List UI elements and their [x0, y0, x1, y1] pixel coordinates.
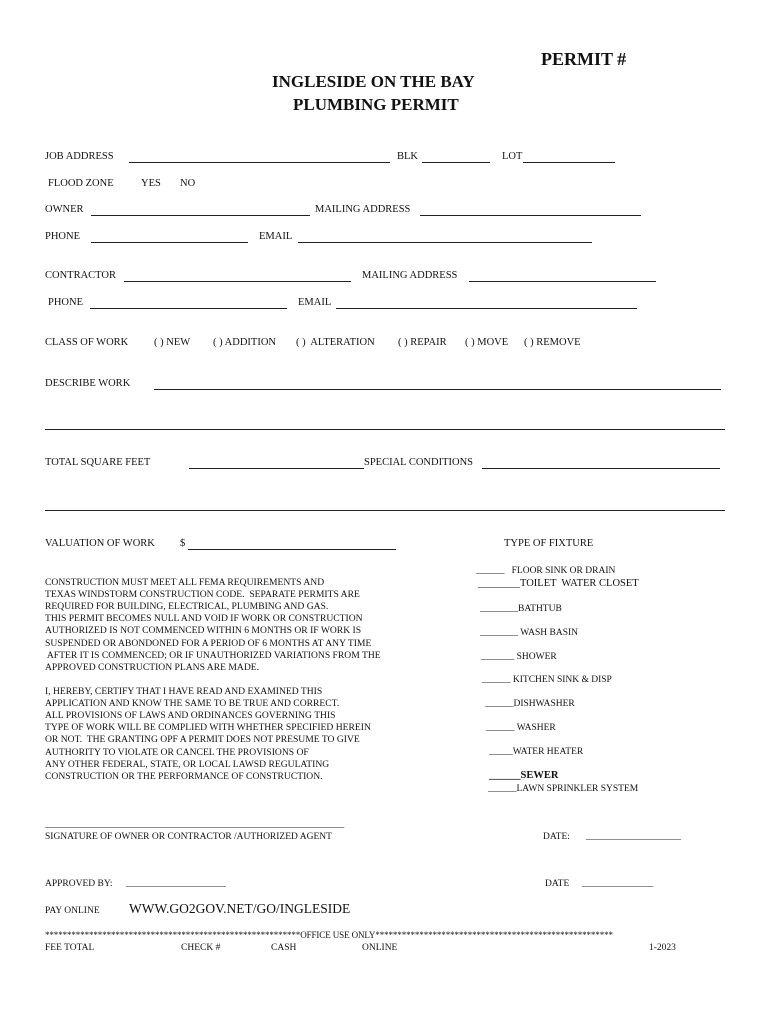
contractor-phone-field[interactable]: [90, 308, 287, 309]
notice-line: AFTER IT IS COMMENCED; OR IF UNAUTHORIZED VARIATIONS FROM THE: [45, 649, 381, 661]
fixture-label: LAWN SPRINKLER SYSTEM: [516, 784, 639, 794]
class-option-repair[interactable]: ( ) REPAIR: [398, 337, 447, 348]
flood-zone-label: FLOOD ZONE: [48, 178, 114, 189]
fixture-label: WATER HEATER: [512, 747, 584, 757]
contractor-field[interactable]: [124, 281, 351, 282]
fixture-blank[interactable]: ________: [478, 578, 520, 589]
fixture-item-water-heater[interactable]: [489, 746, 583, 758]
owner-email-label: EMAIL: [259, 231, 293, 242]
total-sqft-label: TOTAL SQUARE FEET: [45, 457, 151, 468]
fixture-blank[interactable]: ________: [480, 628, 518, 638]
fixture-item-shower[interactable]: [481, 651, 557, 663]
fixture-label: WASH BASIN: [518, 628, 579, 638]
blk-field[interactable]: [422, 162, 490, 163]
fixture-label: FLOOR SINK OR DRAIN: [511, 566, 616, 576]
class-option-remove[interactable]: ( ) REMOVE: [524, 337, 581, 348]
fixture-label: BATHTUB: [518, 604, 562, 614]
owner-phone-label: PHONE: [45, 231, 81, 242]
fixture-label: KITCHEN SINK & DISP: [510, 675, 612, 685]
fixture-item-sewer[interactable]: [489, 770, 558, 781]
valuation-field[interactable]: [188, 549, 396, 550]
owner-email-field[interactable]: [298, 242, 592, 243]
certify-line: OR NOT. THE GRANTING OPF A PERMIT DOES NOT PRESUME TO GIVE: [45, 734, 360, 746]
certify-line: AUTHORITY TO VIOLATE OR CANCEL THE PROVISIONS OF: [45, 746, 309, 758]
permit-number-label: PERMIT #: [541, 49, 627, 69]
owner-field[interactable]: [91, 215, 310, 216]
notice-line: APPROVED CONSTRUCTION PLANS ARE MADE.: [45, 661, 260, 673]
signature-line[interactable]: _______________________________________________________________: [45, 820, 345, 830]
lot-label: LOT: [502, 151, 523, 162]
fixture-heading: TYPE OF FIXTURE: [504, 538, 594, 549]
form-subtitle: PLUMBING PERMIT: [293, 95, 459, 114]
fee-total-label: FEE TOTAL: [45, 943, 95, 953]
blk-label: BLK: [397, 151, 418, 162]
valuation-label: VALUATION OF WORK: [45, 538, 155, 549]
signature-label: SIGNATURE OF OWNER OR CONTRACTOR /AUTHORIZED AGENT: [45, 832, 332, 842]
job-address-field[interactable]: [129, 162, 390, 163]
contractor-email-label: EMAIL: [298, 297, 332, 308]
special-conditions-field[interactable]: [482, 468, 720, 469]
fixture-label: DISHWASHER: [513, 699, 575, 709]
owner-mailing-field[interactable]: [420, 215, 641, 216]
online-label: ONLINE: [362, 943, 398, 953]
approved-by-label: APPROVED BY:: [45, 879, 113, 889]
special-conditions-field-line2[interactable]: [45, 510, 725, 511]
form-code: 1-2023: [649, 943, 676, 953]
pay-online-url[interactable]: WWW.GO2GOV.NET/GO/INGLESIDE: [129, 901, 351, 916]
contractor-label: CONTRACTOR: [45, 270, 116, 281]
fixture-item-lawn-sprinkler[interactable]: [488, 783, 638, 795]
describe-work-field-line2[interactable]: [45, 429, 725, 430]
class-option-move[interactable]: ( ) MOVE: [465, 337, 509, 348]
certify-line: TYPE OF WORK WILL BE COMPLIED WITH WHETHER SPECIFIED HEREIN: [45, 722, 371, 734]
owner-mailing-label: MAILING ADDRESS: [315, 204, 411, 215]
signature-date-label: DATE:: [543, 832, 570, 842]
describe-work-field[interactable]: [154, 389, 721, 390]
fixture-label: SHOWER: [514, 652, 557, 662]
contractor-mailing-field[interactable]: [469, 281, 656, 282]
certify-line: ANY OTHER FEDERAL, STATE, OR LOCAL LAWSD REGULATING: [45, 758, 330, 770]
fixture-item-wash-basin[interactable]: [480, 627, 578, 639]
lot-field[interactable]: [523, 162, 615, 163]
notice-line: AUTHORIZED IS NOT COMMENCED WITHIN 6 MONTHS OR IF WORK IS: [45, 625, 362, 637]
certify-line: CONSTRUCTION OR THE PERFORMANCE OF CONSTRUCTION.: [45, 770, 323, 782]
fixture-item-dishwasher[interactable]: [485, 698, 575, 710]
notice-line: REQUIRED FOR BUILDING, ELECTRICAL, PLUMBING AND GAS.: [45, 601, 329, 613]
fixture-item-floor-sink[interactable]: [476, 565, 615, 577]
fixture-blank[interactable]: _____: [489, 747, 513, 757]
fixture-item-bathtub[interactable]: [480, 603, 562, 615]
approved-date-field[interactable]: _______________: [582, 879, 654, 889]
class-option-new[interactable]: ( ) NEW: [154, 337, 191, 348]
certify-paragraph: [45, 674, 371, 795]
fixture-blank[interactable]: ______: [489, 770, 521, 781]
contractor-mailing-label: MAILING ADDRESS: [362, 270, 458, 281]
fixture-item-washer[interactable]: [486, 722, 556, 734]
fixture-blank[interactable]: ______: [482, 675, 511, 685]
notice-paragraph: [45, 565, 381, 686]
fixture-blank[interactable]: ________: [480, 604, 518, 614]
certify-line: I, HEREBY, CERTIFY THAT I HAVE READ AND EXAMINED THIS: [45, 686, 323, 698]
flood-zone-no[interactable]: NO: [180, 178, 196, 189]
flood-zone-yes[interactable]: YES: [141, 178, 161, 189]
approved-by-field[interactable]: _____________________: [126, 879, 226, 889]
total-sqft-field[interactable]: [189, 468, 364, 469]
signature-date-field[interactable]: ____________________: [586, 832, 681, 842]
fixture-blank[interactable]: ______: [476, 566, 505, 576]
fixture-blank[interactable]: ______: [486, 723, 515, 733]
form-title: INGLESIDE ON THE BAY: [272, 72, 475, 91]
check-label: CHECK #: [181, 943, 221, 953]
class-option-addition[interactable]: ( ) ADDITION: [213, 337, 276, 348]
notice-line: TEXAS WINDSTORM CONSTRUCTION CODE. SEPARATE PERMITS ARE: [45, 589, 360, 601]
owner-phone-field[interactable]: [91, 242, 248, 243]
fixture-label: WASHER: [514, 723, 556, 733]
approved-date-label: DATE: [545, 879, 570, 889]
fixture-blank[interactable]: ______: [488, 784, 517, 794]
notice-line: THIS PERMIT BECOMES NULL AND VOID IF WORK OR CONSTRUCTION: [45, 613, 363, 625]
contractor-phone-label: PHONE: [48, 297, 84, 308]
certify-line: ALL PROVISIONS OF LAWS AND ORDINANCES GOVERNING THIS: [45, 710, 336, 722]
fixture-label: TOILET WATER CLOSET: [520, 578, 639, 589]
describe-work-label: DESCRIBE WORK: [45, 378, 131, 389]
class-of-work-label: CLASS OF WORK: [45, 337, 129, 348]
cash-label: CASH: [271, 943, 297, 953]
fixture-label: SEWER: [520, 770, 559, 781]
owner-label: OWNER: [45, 204, 84, 215]
fixture-item-kitchen-sink[interactable]: [482, 674, 612, 686]
class-option-alteration[interactable]: ( ) ALTERATION: [296, 337, 375, 348]
fixture-blank[interactable]: ______: [485, 699, 514, 709]
job-address-label: JOB ADDRESS: [45, 151, 114, 162]
contractor-email-field[interactable]: [336, 308, 637, 309]
notice-line: SUSPENDED OR ABONDONED FOR A PERIOD OF 6 MONTHS AT ANY TIME: [45, 637, 372, 649]
special-conditions-label: SPECIAL CONDITIONS: [364, 457, 473, 468]
pay-online-label: PAY ONLINE: [45, 906, 100, 916]
certify-line: APPLICATION AND KNOW THE SAME TO BE TRUE AND CORRECT.: [45, 698, 340, 710]
office-use-banner: **********************************************************OFFICE USE ONLY******************************************************: [45, 930, 613, 940]
dollar-sign: $: [180, 538, 186, 549]
fixture-blank[interactable]: _______: [481, 652, 515, 662]
fixture-item-toilet[interactable]: [478, 578, 639, 590]
notice-line: CONSTRUCTION MUST MEET ALL FEMA REQUIREMENTS AND: [45, 577, 325, 589]
